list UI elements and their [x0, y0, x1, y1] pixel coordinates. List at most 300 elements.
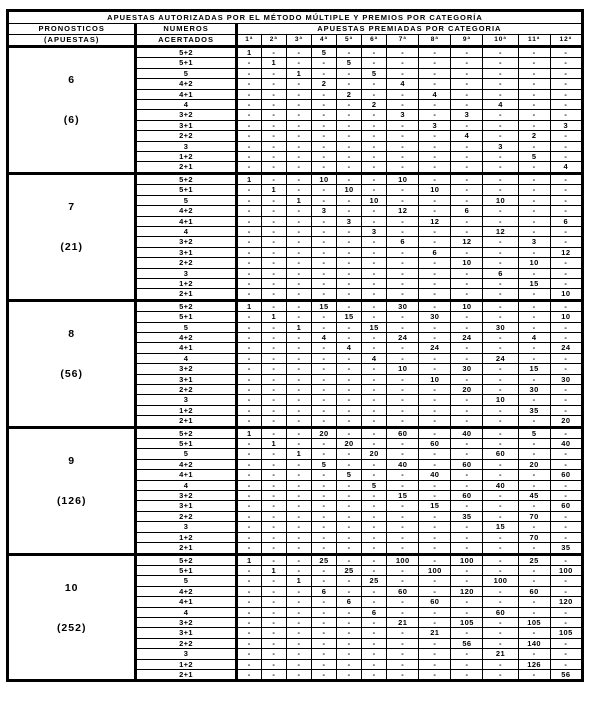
prize-count-cell: 10	[451, 258, 483, 268]
prize-count-cell: -	[451, 597, 483, 607]
prize-count-cell: -	[550, 617, 582, 627]
prize-count-cell: -	[419, 131, 451, 141]
prize-count-cell: -	[311, 268, 336, 278]
prize-count-cell: -	[419, 543, 451, 554]
prize-count-cell: -	[483, 131, 518, 141]
prize-count-cell: -	[387, 89, 419, 99]
prize-count-cell: 56	[550, 669, 582, 680]
prize-count-cell: -	[419, 152, 451, 162]
prize-count-cell: 2	[518, 131, 550, 141]
pronostico-group-cell	[8, 554, 136, 681]
aciertos-label: 3+1	[136, 120, 236, 130]
prize-count-cell: -	[311, 638, 336, 648]
prize-count-cell: -	[550, 185, 582, 195]
prize-count-cell: -	[451, 628, 483, 638]
prize-count-cell: -	[451, 576, 483, 586]
aciertos-label: 5+2	[136, 427, 236, 438]
prize-count-cell: 1	[236, 173, 261, 184]
prize-count-cell: -	[362, 554, 387, 565]
prize-count-cell: 3	[550, 120, 582, 130]
prize-count-cell: -	[518, 141, 550, 151]
prize-count-cell: 25	[337, 565, 362, 575]
prize-count-cell: 60	[451, 491, 483, 501]
prize-count-cell: -	[337, 364, 362, 374]
table-row	[8, 173, 583, 184]
prize-count-cell: -	[451, 532, 483, 542]
prize-count-cell: 1	[286, 195, 311, 205]
prize-count-cell: -	[419, 427, 451, 438]
prize-count-cell: -	[337, 110, 362, 120]
prize-count-cell: -	[261, 416, 286, 427]
prize-count-cell: -	[337, 353, 362, 363]
prize-count-cell: -	[518, 374, 550, 384]
prize-count-cell: -	[518, 439, 550, 449]
prize-count-cell: -	[362, 131, 387, 141]
prize-count-cell: -	[451, 89, 483, 99]
prize-count-cell: -	[550, 89, 582, 99]
prize-count-cell: -	[550, 427, 582, 438]
prize-count-cell: -	[550, 100, 582, 110]
prize-count-cell: -	[286, 226, 311, 236]
prize-count-cell: 3	[518, 237, 550, 247]
prize-count-cell: -	[286, 206, 311, 216]
aciertos-label: 4	[136, 226, 236, 236]
aciertos-label: 5	[136, 68, 236, 78]
prize-count-cell: -	[337, 79, 362, 89]
prize-count-cell: -	[362, 237, 387, 247]
prize-count-cell: -	[483, 247, 518, 257]
prize-count-cell: -	[337, 522, 362, 532]
prize-count-cell: -	[311, 439, 336, 449]
header-acertados: ACERTADOS	[136, 35, 236, 47]
category-header: 12ª	[550, 35, 582, 47]
apuestas-count: (21)	[60, 240, 84, 253]
prize-count-cell: -	[261, 110, 286, 120]
prize-count-cell: -	[261, 332, 286, 342]
prize-count-cell: -	[387, 638, 419, 648]
prize-count-cell: -	[286, 470, 311, 480]
category-header: 1ª	[236, 35, 261, 47]
prize-count-cell: -	[483, 617, 518, 627]
prize-count-cell: 3	[387, 110, 419, 120]
apuestas-count: (252)	[56, 621, 87, 634]
prize-count-cell: -	[261, 395, 286, 405]
prize-count-cell: 21	[483, 649, 518, 659]
prize-count-cell: -	[337, 416, 362, 427]
prize-count-cell: -	[236, 649, 261, 659]
prize-count-cell: -	[362, 58, 387, 68]
prize-count-cell: -	[311, 312, 336, 322]
prize-count-cell: -	[483, 427, 518, 438]
prize-count-cell: 5	[311, 459, 336, 469]
prize-count-cell: -	[236, 278, 261, 288]
prize-count-cell: -	[286, 247, 311, 257]
prize-count-cell: -	[337, 226, 362, 236]
prize-count-cell: -	[451, 162, 483, 173]
prize-count-cell: -	[419, 449, 451, 459]
prize-count-cell: -	[311, 258, 336, 268]
prize-count-cell: -	[451, 470, 483, 480]
prize-count-cell: 10	[419, 185, 451, 195]
aciertos-label: 5+1	[136, 312, 236, 322]
prize-count-cell: -	[337, 100, 362, 110]
prize-count-cell: -	[550, 586, 582, 596]
prize-count-cell: -	[261, 491, 286, 501]
prize-count-cell: -	[518, 565, 550, 575]
prize-count-cell: -	[518, 470, 550, 480]
prize-count-cell: -	[261, 659, 286, 669]
aciertos-label: 2+1	[136, 543, 236, 554]
prize-count-cell: -	[311, 185, 336, 195]
aciertos-label: 1+2	[136, 532, 236, 542]
prize-count-cell: -	[387, 152, 419, 162]
prize-count-cell: -	[311, 597, 336, 607]
prize-count-cell: 140	[518, 638, 550, 648]
prize-count-cell: -	[261, 141, 286, 151]
prize-count-cell: -	[362, 300, 387, 311]
prize-count-cell: 20	[337, 439, 362, 449]
prize-count-cell: -	[483, 110, 518, 120]
prize-count-cell: -	[419, 364, 451, 374]
prize-count-cell: -	[518, 247, 550, 257]
prize-count-cell: 60	[483, 607, 518, 617]
prize-count-cell: -	[311, 120, 336, 130]
prize-count-cell: 56	[451, 638, 483, 648]
prize-count-cell: -	[451, 565, 483, 575]
prize-count-cell: -	[419, 79, 451, 89]
prize-count-cell: -	[236, 364, 261, 374]
prize-count-cell: -	[451, 543, 483, 554]
prize-count-cell: -	[362, 364, 387, 374]
prize-count-cell: -	[419, 206, 451, 216]
prize-count-cell: -	[261, 322, 286, 332]
aciertos-label: 1+2	[136, 278, 236, 288]
prize-count-cell: -	[483, 185, 518, 195]
header-numeros: NUMEROS	[136, 24, 236, 35]
aciertos-label: 5+1	[136, 439, 236, 449]
prize-count-cell: -	[311, 449, 336, 459]
prize-count-cell: 5	[362, 480, 387, 490]
prize-count-cell: -	[451, 522, 483, 532]
prize-count-cell: -	[236, 385, 261, 395]
prize-count-cell: -	[362, 173, 387, 184]
prize-count-cell: -	[286, 353, 311, 363]
prize-count-cell: -	[261, 173, 286, 184]
prize-count-cell: 3	[483, 141, 518, 151]
prize-count-cell: -	[236, 89, 261, 99]
prize-count-cell: -	[286, 58, 311, 68]
prize-count-cell: -	[419, 395, 451, 405]
prize-count-cell: -	[261, 206, 286, 216]
prize-count-cell: -	[550, 195, 582, 205]
prize-count-cell: -	[451, 322, 483, 332]
prize-count-cell: -	[362, 343, 387, 353]
prize-count-cell: -	[518, 576, 550, 586]
prize-count-cell: -	[236, 669, 261, 680]
prize-count-cell: 10	[419, 374, 451, 384]
prize-count-cell: -	[236, 439, 261, 449]
prize-count-cell: -	[419, 353, 451, 363]
prize-count-cell: -	[387, 247, 419, 257]
aciertos-label: 4+2	[136, 206, 236, 216]
prize-count-cell: -	[362, 258, 387, 268]
prize-count-cell: -	[337, 131, 362, 141]
prize-count-cell: -	[261, 343, 286, 353]
table-row	[8, 554, 583, 565]
prize-count-cell: -	[261, 385, 286, 395]
apuestas-count: (6)	[63, 114, 80, 126]
prize-count-cell: -	[261, 669, 286, 680]
aciertos-label: 4+1	[136, 216, 236, 226]
prize-count-cell: -	[286, 543, 311, 554]
prize-count-cell: -	[286, 141, 311, 151]
prize-count-cell: -	[286, 416, 311, 427]
prize-count-cell: -	[261, 597, 286, 607]
prize-count-cell: 70	[518, 532, 550, 542]
prize-count-cell: -	[362, 543, 387, 554]
prize-count-cell: -	[451, 47, 483, 58]
prize-count-cell: -	[311, 532, 336, 542]
prize-count-cell: -	[419, 416, 451, 427]
prize-count-cell: -	[236, 638, 261, 648]
prize-count-cell: -	[236, 374, 261, 384]
prize-count-cell: -	[387, 278, 419, 288]
prize-count-cell: -	[362, 289, 387, 300]
prize-count-cell: 5	[311, 47, 336, 58]
prize-count-cell: -	[483, 289, 518, 300]
aciertos-label: 2+1	[136, 669, 236, 680]
prize-count-cell: -	[261, 131, 286, 141]
prize-count-cell: 30	[387, 300, 419, 311]
prize-count-cell: -	[451, 669, 483, 680]
prize-count-cell: -	[483, 364, 518, 374]
prize-count-cell: 60	[550, 501, 582, 511]
prize-count-cell: 1	[261, 439, 286, 449]
prize-count-cell: -	[236, 543, 261, 554]
prize-count-cell: -	[387, 532, 419, 542]
prize-count-cell: 24	[387, 332, 419, 342]
prize-count-cell: 5	[518, 152, 550, 162]
prize-count-cell: 4	[518, 332, 550, 342]
prize-count-cell: -	[286, 152, 311, 162]
prize-count-cell: 15	[518, 364, 550, 374]
table-row	[8, 47, 583, 58]
prize-count-cell: -	[362, 522, 387, 532]
prize-count-cell: 60	[483, 449, 518, 459]
prize-count-cell: -	[286, 47, 311, 58]
prize-count-cell: -	[451, 247, 483, 257]
prize-count-cell: -	[419, 58, 451, 68]
prize-count-cell: -	[483, 258, 518, 268]
prize-count-cell: -	[337, 449, 362, 459]
prize-count-cell: -	[387, 226, 419, 236]
prize-count-cell: -	[261, 268, 286, 278]
bets-prizes-table	[6, 9, 584, 682]
prize-count-cell: -	[337, 543, 362, 554]
prize-count-cell: -	[311, 395, 336, 405]
prize-count-cell: -	[337, 628, 362, 638]
prize-count-cell: -	[550, 459, 582, 469]
prize-count-cell: -	[286, 79, 311, 89]
prize-count-cell: -	[337, 258, 362, 268]
prize-count-cell: 6	[550, 216, 582, 226]
prize-count-cell: -	[337, 268, 362, 278]
prize-count-cell: -	[286, 89, 311, 99]
prize-count-cell: -	[311, 659, 336, 669]
aciertos-label: 3+2	[136, 110, 236, 120]
prize-count-cell: -	[483, 501, 518, 511]
prize-count-cell: -	[550, 532, 582, 542]
prize-count-cell: -	[362, 565, 387, 575]
prize-count-cell: -	[362, 185, 387, 195]
prize-count-cell: 12	[387, 206, 419, 216]
prize-count-cell: -	[236, 395, 261, 405]
prize-count-cell: -	[387, 268, 419, 278]
prize-count-cell: 20	[362, 449, 387, 459]
prize-count-cell: 2	[337, 89, 362, 99]
prize-count-cell: 40	[419, 470, 451, 480]
aciertos-label: 3+2	[136, 364, 236, 374]
prize-count-cell: 2	[362, 100, 387, 110]
prize-count-cell: -	[362, 511, 387, 521]
prize-count-cell: -	[311, 576, 336, 586]
prize-count-cell: -	[550, 480, 582, 490]
aciertos-label: 2+1	[136, 162, 236, 173]
prize-count-cell: -	[451, 353, 483, 363]
prize-count-cell: -	[311, 416, 336, 427]
prize-count-cell: -	[483, 511, 518, 521]
prize-count-cell: -	[483, 628, 518, 638]
prize-count-cell: -	[550, 206, 582, 216]
prize-count-cell: 35	[550, 543, 582, 554]
prize-count-cell: -	[550, 237, 582, 247]
aciertos-label: 5	[136, 576, 236, 586]
prize-count-cell: -	[236, 565, 261, 575]
prize-count-cell: -	[362, 152, 387, 162]
aciertos-label: 5	[136, 195, 236, 205]
prize-count-cell: -	[362, 439, 387, 449]
prize-count-cell: -	[337, 162, 362, 173]
prize-count-cell: -	[337, 405, 362, 415]
prize-count-cell: -	[483, 416, 518, 427]
aciertos-label: 3+1	[136, 247, 236, 257]
prize-count-cell: -	[337, 576, 362, 586]
prize-count-cell: -	[337, 47, 362, 58]
prize-count-cell: -	[518, 226, 550, 236]
prize-count-cell: -	[236, 501, 261, 511]
aciertos-label: 5+1	[136, 58, 236, 68]
prize-count-cell: -	[550, 511, 582, 521]
prize-count-cell: 70	[518, 511, 550, 521]
prize-count-cell: -	[236, 268, 261, 278]
prize-count-cell: 1	[286, 576, 311, 586]
prize-count-cell: -	[311, 110, 336, 120]
prize-count-cell: 4	[337, 343, 362, 353]
prize-count-cell: -	[337, 120, 362, 130]
prize-count-cell: -	[362, 47, 387, 58]
prize-count-cell: -	[236, 100, 261, 110]
prize-count-cell: -	[311, 491, 336, 501]
prize-count-cell: -	[483, 470, 518, 480]
prize-count-cell: 40	[387, 459, 419, 469]
prize-count-cell: -	[550, 353, 582, 363]
prize-count-cell: -	[550, 226, 582, 236]
prize-count-cell: 3	[311, 206, 336, 216]
prize-count-cell: -	[286, 607, 311, 617]
prize-count-cell: 10	[311, 173, 336, 184]
prize-count-cell: -	[550, 385, 582, 395]
prize-count-cell: 24	[550, 343, 582, 353]
prize-count-cell: -	[286, 554, 311, 565]
prize-count-cell: -	[311, 289, 336, 300]
prize-count-cell: -	[337, 501, 362, 511]
prize-count-cell: -	[362, 586, 387, 596]
prize-count-cell: -	[483, 120, 518, 130]
prize-count-cell: -	[419, 226, 451, 236]
prize-count-cell: -	[451, 278, 483, 288]
prize-count-cell: -	[337, 617, 362, 627]
prize-count-cell: -	[483, 374, 518, 384]
prize-count-cell: -	[483, 659, 518, 669]
prize-count-cell: -	[419, 405, 451, 415]
prize-count-cell: -	[286, 617, 311, 627]
prize-count-cell: -	[419, 173, 451, 184]
prize-count-cell: -	[451, 100, 483, 110]
prize-count-cell: -	[261, 511, 286, 521]
prize-count-cell: -	[311, 131, 336, 141]
prize-count-cell: -	[451, 439, 483, 449]
prize-count-cell: -	[311, 543, 336, 554]
prize-count-cell: -	[236, 322, 261, 332]
prize-count-cell: -	[236, 258, 261, 268]
prize-count-cell: -	[362, 659, 387, 669]
prize-count-cell: -	[236, 628, 261, 638]
prize-count-cell: 40	[451, 427, 483, 438]
prize-count-cell: -	[286, 216, 311, 226]
prize-count-cell: 20	[451, 385, 483, 395]
prize-count-cell: 15	[337, 312, 362, 322]
prize-count-cell: -	[387, 565, 419, 575]
prize-count-cell: -	[337, 480, 362, 490]
prize-count-cell: -	[451, 185, 483, 195]
prize-count-cell: -	[518, 268, 550, 278]
prize-count-cell: -	[337, 289, 362, 300]
prize-count-cell: -	[419, 638, 451, 648]
prize-count-cell: 105	[451, 617, 483, 627]
prize-count-cell: 10	[451, 300, 483, 311]
prize-count-cell: -	[311, 405, 336, 415]
prize-count-cell: -	[261, 278, 286, 288]
prize-count-cell: 1	[236, 47, 261, 58]
prize-count-cell: -	[419, 385, 451, 395]
prize-count-cell: -	[286, 669, 311, 680]
prize-count-cell: -	[451, 659, 483, 669]
prize-count-cell: 6	[362, 607, 387, 617]
prize-count-cell: 1	[286, 322, 311, 332]
prize-count-cell: -	[451, 449, 483, 459]
prize-count-cell: -	[311, 364, 336, 374]
prize-count-cell: 30	[483, 322, 518, 332]
prize-count-cell: -	[387, 58, 419, 68]
prize-count-cell: -	[419, 522, 451, 532]
prize-count-cell: 1	[286, 449, 311, 459]
prize-count-cell: -	[261, 532, 286, 542]
prize-count-cell: 10	[337, 185, 362, 195]
prize-count-cell: -	[451, 79, 483, 89]
prize-count-cell: -	[236, 131, 261, 141]
prize-count-cell: -	[311, 226, 336, 236]
prize-count-cell: -	[261, 353, 286, 363]
